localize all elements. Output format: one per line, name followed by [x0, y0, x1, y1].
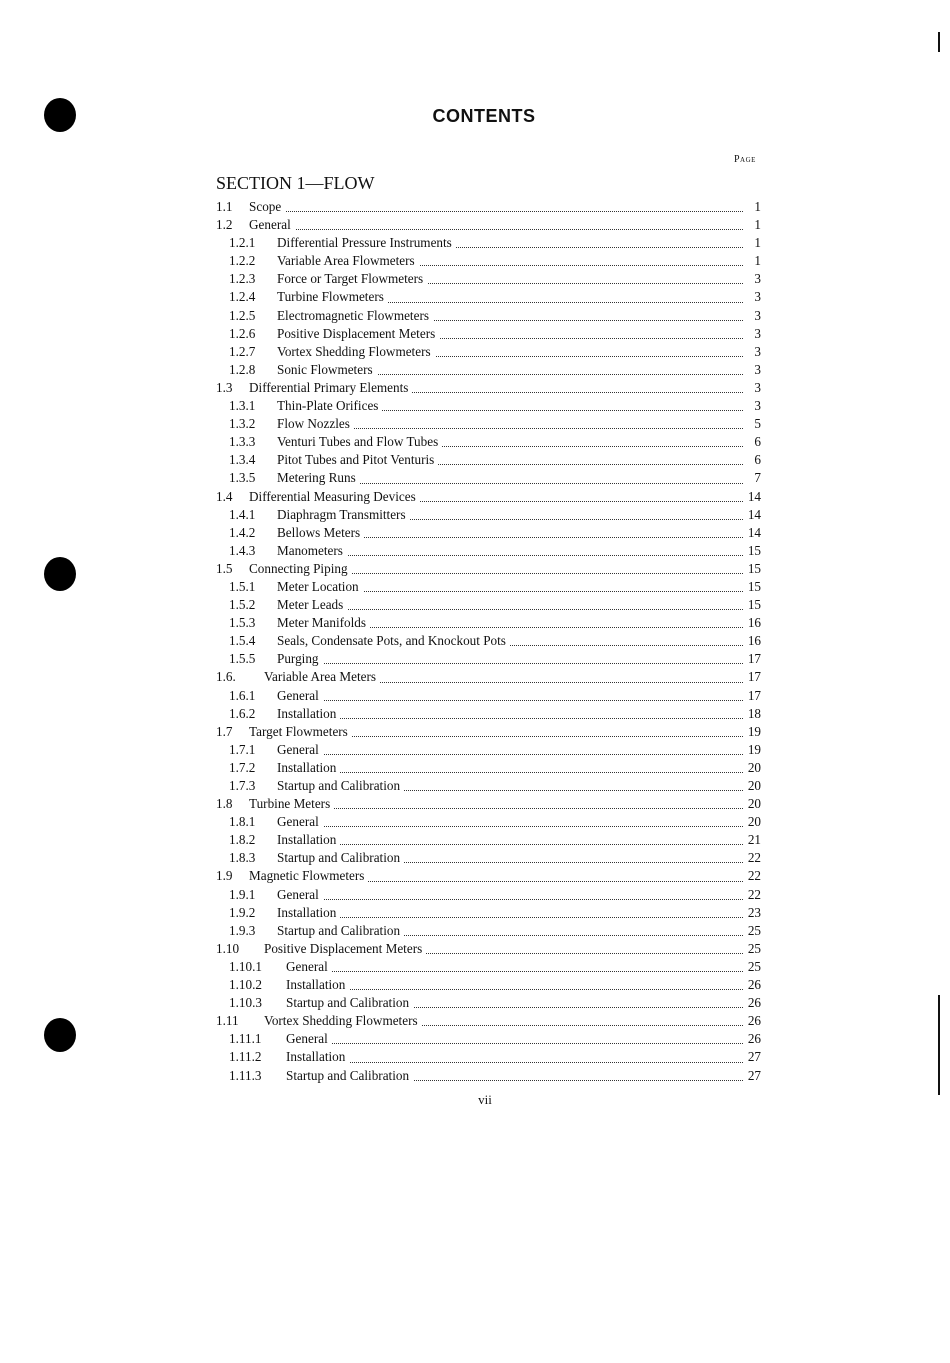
toc-entry-number: 1.2.8 [229, 361, 256, 377]
toc-entry[interactable] [216, 234, 761, 252]
dot-leader [276, 754, 743, 755]
toc-entry[interactable] [216, 451, 761, 469]
toc-entry-label: Pitot Tubes and Pitot Venturis [277, 452, 438, 467]
toc-entry-number: 1.2.3 [229, 271, 256, 287]
toc-entry-page: 26 [746, 1012, 761, 1030]
toc-entry-page: 20 [746, 813, 761, 831]
toc-entry[interactable] [216, 632, 761, 650]
toc-entry-page: 25 [746, 940, 761, 958]
toc-entry-number: 1.3.4 [229, 452, 256, 468]
scan-mark-top [938, 32, 940, 52]
toc-entry[interactable] [216, 867, 761, 885]
toc-entry-label: Vortex Shedding Flowmeters [264, 1013, 422, 1028]
toc-entry-label: Scope [249, 199, 285, 214]
toc-entry-number: 1.8.3 [229, 850, 256, 866]
toc-entry-page: 3 [752, 270, 761, 288]
toc-entry-page: 19 [746, 723, 761, 741]
toc-entry-label: Seals, Condensate Pots, and Knockout Pots [277, 633, 510, 648]
toc-entry-number: 1.10 [216, 940, 240, 956]
toc-entry[interactable] [216, 379, 761, 397]
toc-entry-label: Meter Leads [277, 597, 347, 612]
toc-entry-label: Startup and Calibration [277, 923, 404, 938]
toc-entry-number: 1.4.3 [229, 542, 256, 558]
toc-entry-page: 16 [746, 614, 761, 632]
toc-entry-page: 20 [746, 777, 761, 795]
toc-entry-page: 3 [752, 307, 761, 325]
toc-entry-page: 6 [752, 451, 761, 469]
toc-entry[interactable] [216, 777, 761, 795]
toc-entry[interactable] [216, 705, 761, 723]
toc-entry-number: 1.9.3 [229, 922, 256, 938]
toc-entry-label: General [249, 217, 295, 232]
toc-entry-page: 25 [746, 958, 761, 976]
toc-entry-label: Turbine Flowmeters [277, 289, 388, 304]
toc-entry-number: 1.10.3 [229, 995, 262, 1011]
toc-entry-page: 7 [752, 469, 761, 487]
binder-hole-bottom [44, 1018, 76, 1052]
toc-entry[interactable] [216, 433, 761, 451]
dot-leader [276, 772, 743, 773]
toc-entry-page: 27 [746, 1048, 761, 1066]
toc-entry-page: 14 [746, 506, 761, 524]
toc-entry-number: 1.6.1 [229, 687, 256, 703]
toc-entry-label: Sonic Flowmeters [277, 362, 377, 377]
toc-entry-number: 1.5.2 [229, 597, 256, 613]
toc-entry[interactable] [216, 596, 761, 614]
toc-entry-label: Diaphragm Transmitters [277, 507, 410, 522]
toc-entry-label: Meter Location [277, 579, 363, 594]
toc-entry-label: Installation [286, 1049, 349, 1064]
toc-entry-label: Differential Measuring Devices [249, 489, 420, 504]
footer-page-number: vii [478, 1092, 492, 1107]
toc-entry[interactable] [216, 488, 761, 506]
toc-entry-page: 17 [746, 650, 761, 668]
toc-entry-label: Venturi Tubes and Flow Tubes [277, 434, 442, 449]
toc-entry-number: 1.11 [216, 1013, 239, 1029]
toc-entry-label: General [277, 814, 323, 829]
toc-entry-label: Startup and Calibration [286, 1068, 413, 1083]
toc-entry-number: 1.6. [216, 669, 236, 685]
toc-entry[interactable] [216, 723, 761, 741]
toc-entry-label: Turbine Meters [249, 796, 334, 811]
toc-entry[interactable] [216, 270, 761, 288]
toc-entry-page: 3 [752, 288, 761, 306]
dot-leader [276, 899, 743, 900]
toc-entry-page: 1 [752, 198, 761, 216]
toc-entry-number: 1.5 [216, 560, 233, 576]
toc-entry-number: 1.7.1 [229, 741, 256, 757]
toc-entry-label: Installation [277, 706, 340, 721]
toc-entry-number: 1.2.6 [229, 325, 256, 341]
scan-mark-right [938, 995, 940, 1095]
toc-entry-number: 1.8.1 [229, 814, 256, 830]
toc-entry[interactable] [216, 886, 761, 904]
dot-leader [276, 663, 743, 664]
toc-entry[interactable] [216, 904, 761, 922]
toc-entry[interactable] [216, 325, 761, 343]
toc-entry-page: 17 [746, 687, 761, 705]
toc-entry-label: Positive Displacement Meters [277, 326, 439, 341]
toc-entry[interactable] [216, 614, 761, 632]
toc-entry-label: Startup and Calibration [277, 850, 404, 865]
toc-entry-label: Electromagnetic Flowmeters [277, 308, 433, 323]
toc-entry-number: 1.3.3 [229, 434, 256, 450]
toc-entry-number: 1.11.2 [229, 1049, 262, 1065]
toc-entry-page: 27 [746, 1067, 761, 1085]
toc-entry-number: 1.3.2 [229, 416, 256, 432]
toc-entry-label: Installation [286, 977, 349, 992]
toc-entry-number: 1.2.5 [229, 307, 256, 323]
toc-entry-number: 1.5.5 [229, 651, 256, 667]
toc-entry-label: Differential Primary Elements [249, 380, 412, 395]
toc-entry-page: 3 [752, 325, 761, 343]
toc-entry[interactable] [216, 940, 761, 958]
toc-entry-page: 15 [746, 596, 761, 614]
toc-entry-page: 5 [752, 415, 761, 433]
toc-entry[interactable] [216, 831, 761, 849]
toc-entry-page: 22 [746, 867, 761, 885]
toc-entry-page: 25 [746, 922, 761, 940]
toc-entry-number: 1.5.3 [229, 615, 256, 631]
toc-entry-label: General [286, 959, 332, 974]
toc-entry-label: Startup and Calibration [277, 778, 404, 793]
toc-entry-label: General [277, 887, 323, 902]
toc-entry[interactable] [216, 361, 761, 379]
table-of-contents [216, 198, 761, 1085]
toc-entry-page: 15 [746, 560, 761, 578]
toc-entry-number: 1.3 [216, 379, 233, 395]
toc-entry-page: 3 [752, 361, 761, 379]
toc-entry[interactable] [216, 397, 761, 415]
toc-entry-label: Vortex Shedding Flowmeters [277, 344, 435, 359]
toc-entry[interactable] [216, 343, 761, 361]
toc-entry-number: 1.4.1 [229, 506, 256, 522]
toc-entry-page: 17 [746, 668, 761, 686]
page-column-label: Page [734, 154, 756, 165]
toc-entry[interactable] [216, 198, 761, 216]
toc-entry-label: Startup and Calibration [286, 995, 413, 1010]
toc-entry-page: 26 [746, 1030, 761, 1048]
toc-entry[interactable] [216, 741, 761, 759]
toc-entry-label: Magnetic Flowmeters [249, 868, 368, 883]
toc-entry-page: 21 [746, 831, 761, 849]
toc-entry-number: 1.11.1 [229, 1031, 262, 1047]
toc-entry-page: 23 [746, 904, 761, 922]
toc-entry-label: General [277, 742, 323, 757]
toc-entry-number: 1.11.3 [229, 1067, 262, 1083]
toc-entry-number: 1.1 [216, 199, 233, 214]
toc-entry-page: 3 [752, 397, 761, 415]
toc-entry[interactable] [216, 958, 761, 976]
toc-entry[interactable] [216, 976, 761, 994]
toc-entry-number: 1.10.2 [229, 977, 262, 993]
dot-leader [276, 700, 743, 701]
toc-entry-page: 22 [746, 849, 761, 867]
toc-entry[interactable] [216, 524, 761, 542]
toc-entry-label: Meter Manifolds [277, 615, 370, 630]
toc-entry[interactable] [216, 994, 761, 1012]
dot-leader [276, 211, 743, 212]
toc-entry-number: 1.2.1 [229, 235, 256, 251]
toc-entry[interactable] [216, 687, 761, 705]
toc-entry-number: 1.3.1 [229, 398, 256, 414]
toc-entry-page: 3 [752, 379, 761, 397]
toc-entry-number: 1.8 [216, 796, 233, 812]
toc-entry-page: 3 [752, 343, 761, 361]
toc-entry[interactable] [216, 668, 761, 686]
toc-entry-page: 14 [746, 524, 761, 542]
toc-entry-number: 1.3.5 [229, 470, 256, 486]
toc-entry[interactable] [216, 288, 761, 306]
toc-entry-label: Installation [277, 832, 340, 847]
toc-entry-label: Target Flowmeters [249, 724, 352, 739]
toc-entry-label: Installation [277, 905, 340, 920]
page-title: CONTENTS [432, 106, 536, 126]
toc-entry-number: 1.2.4 [229, 289, 256, 305]
toc-entry-number: 1.2.2 [229, 253, 256, 269]
toc-entry-page: 1 [752, 216, 761, 234]
toc-entry-page: 18 [746, 705, 761, 723]
toc-entry-page: 26 [746, 976, 761, 994]
toc-entry-number: 1.4.2 [229, 524, 256, 540]
toc-entry-label: Force or Target Flowmeters [277, 271, 427, 286]
toc-entry-page: 19 [746, 741, 761, 759]
toc-entry[interactable] [216, 506, 761, 524]
toc-entry-number: 1.5.1 [229, 578, 256, 594]
toc-entry-number: 1.9.1 [229, 886, 256, 902]
toc-entry-number: 1.4 [216, 488, 233, 504]
dot-leader [276, 808, 743, 809]
dot-leader [276, 229, 743, 230]
toc-entry-number: 1.2.7 [229, 343, 256, 359]
toc-entry-page: 20 [746, 795, 761, 813]
toc-entry-label: Variable Area Flowmeters [277, 253, 419, 268]
dot-leader [276, 718, 743, 719]
toc-entry[interactable] [216, 469, 761, 487]
toc-entry-label: Flow Nozzles [277, 416, 354, 431]
toc-entry-page: 22 [746, 886, 761, 904]
toc-entry[interactable] [216, 252, 761, 270]
toc-entry-label: Manometers [277, 543, 347, 558]
toc-entry-number: 1.9.2 [229, 904, 256, 920]
toc-entry-label: Metering Runs [277, 470, 360, 485]
toc-entry-label: General [286, 1031, 332, 1046]
dot-leader [276, 844, 743, 845]
toc-entry[interactable] [216, 560, 761, 578]
dot-leader [276, 826, 743, 827]
toc-entry-number: 1.7.2 [229, 759, 256, 775]
toc-entry[interactable] [216, 1030, 761, 1048]
dot-leader [276, 1043, 743, 1044]
toc-entry-page: 16 [746, 632, 761, 650]
toc-entry[interactable] [216, 759, 761, 777]
toc-entry[interactable] [216, 1012, 761, 1030]
toc-entry[interactable] [216, 542, 761, 560]
toc-entry-number: 1.10.1 [229, 958, 262, 974]
toc-entry[interactable] [216, 795, 761, 813]
toc-entry-label: Variable Area Meters [264, 669, 380, 684]
toc-entry-page: 26 [746, 994, 761, 1012]
toc-entry-label: Thin-Plate Orifices [277, 398, 382, 413]
toc-entry-label: Connecting Piping [249, 561, 352, 576]
toc-entry[interactable] [216, 813, 761, 831]
binder-hole-middle [44, 557, 76, 591]
toc-entry-label: Bellows Meters [277, 525, 364, 540]
toc-entry-number: 1.9 [216, 868, 233, 884]
section-heading: SECTION 1—FLOW [216, 173, 375, 193]
toc-entry-label: Differential Pressure Instruments [277, 235, 456, 250]
toc-entry-page: 14 [746, 488, 761, 506]
toc-entry[interactable] [216, 578, 761, 596]
dot-leader [276, 971, 743, 972]
toc-entry-page: 15 [746, 542, 761, 560]
toc-entry[interactable] [216, 922, 761, 940]
toc-entry-number: 1.7.3 [229, 778, 256, 793]
toc-entry-number: 1.2 [216, 217, 233, 233]
toc-entry-number: 1.6.2 [229, 705, 256, 721]
toc-entry-label: General [277, 688, 323, 703]
toc-entry[interactable] [216, 650, 761, 668]
toc-entry[interactable] [216, 307, 761, 325]
toc-entry[interactable] [216, 216, 761, 234]
toc-entry-label: Purging [277, 651, 323, 666]
toc-entry-page: 6 [752, 433, 761, 451]
toc-entry-page: 1 [752, 252, 761, 270]
toc-entry-number: 1.7 [216, 723, 233, 739]
toc-entry-page: 15 [746, 578, 761, 596]
toc-entry[interactable] [216, 849, 761, 867]
toc-entry-label: Installation [277, 760, 340, 775]
toc-entry[interactable] [216, 1067, 761, 1085]
toc-entry-page: 20 [746, 759, 761, 777]
toc-entry-page: 1 [752, 234, 761, 252]
dot-leader [276, 917, 743, 918]
toc-entry-label: Positive Displacement Meters [264, 941, 426, 956]
toc-entry-number: 1.5.4 [229, 633, 256, 649]
toc-entry[interactable] [216, 1048, 761, 1066]
toc-entry-number: 1.8.2 [229, 832, 256, 848]
toc-entry[interactable] [216, 415, 761, 433]
